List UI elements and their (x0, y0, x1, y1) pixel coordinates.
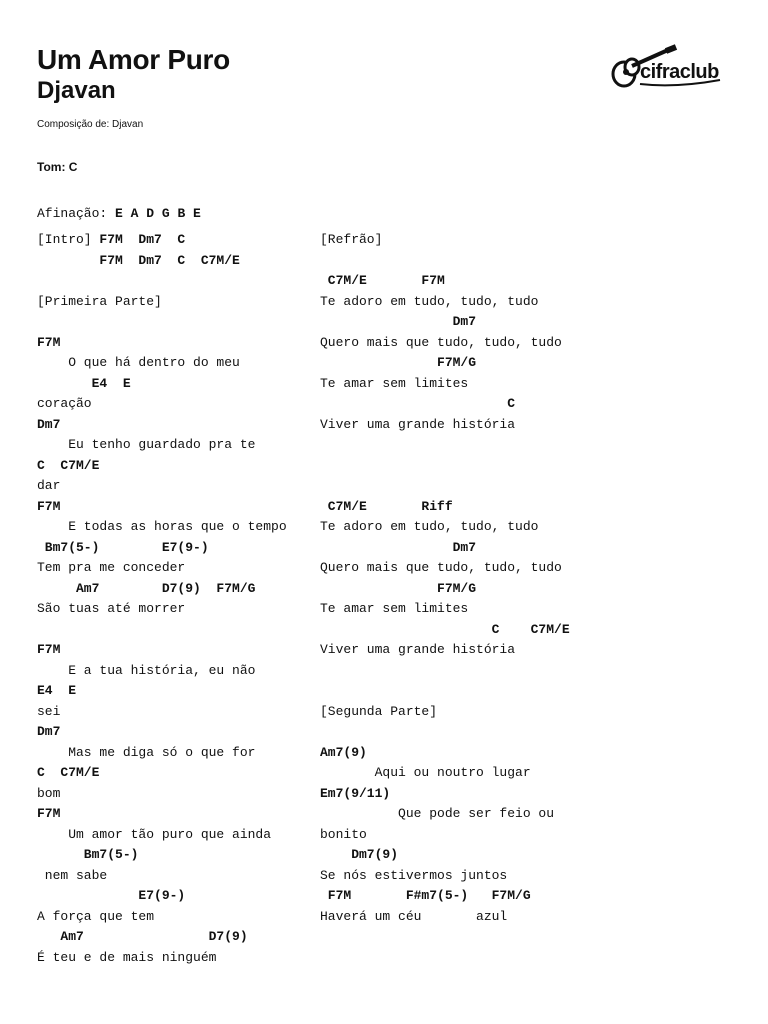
sheet-line (37, 333, 287, 354)
sheet-line (37, 476, 287, 497)
chord-text: Dm7 (37, 416, 61, 432)
tuning-label: Afinação: (37, 206, 108, 221)
sheet-line (37, 722, 287, 743)
sheet-line (37, 435, 287, 456)
chord-text: C C7M/E (37, 457, 100, 473)
chord-text: C7M/E Riff (320, 498, 453, 514)
sheet-line (320, 230, 570, 251)
chord-text: C C7M/E (37, 765, 100, 780)
sheet-line (37, 456, 287, 477)
lyric-text: Viver uma grande história (320, 642, 516, 657)
sheet-line (37, 230, 287, 251)
chord-text: Am7 D7(9) (37, 929, 248, 944)
song-title: Um Amor Puro (37, 44, 230, 75)
sheet-line (37, 886, 287, 907)
chord-text: F7M F#m7(5-) F7M/G (320, 888, 531, 903)
sheet-line (320, 251, 570, 272)
tuning-value: E A D G B E (115, 206, 201, 221)
section-label: [Intro] (37, 232, 100, 247)
sheet-line (320, 374, 570, 395)
sheet-line (37, 743, 287, 764)
lyric-text: Te amar sem limites (320, 601, 469, 616)
sheet-line (320, 333, 570, 354)
sheet-line (320, 825, 570, 846)
sheet-line (320, 681, 570, 702)
chord-text: E4 E (37, 375, 131, 391)
lyric-text: Viver uma grande história (320, 416, 516, 432)
sheet-line (320, 476, 570, 497)
sheet-line (320, 435, 570, 456)
lyric-text: Quero mais que tudo, tudo, tudo (320, 334, 562, 350)
lyric-text: E todas as horas que o tempo (37, 519, 287, 534)
lyric-text: É teu e de mais ninguém (37, 949, 217, 965)
sheet-line (37, 804, 287, 825)
chord-text: F7M (37, 806, 61, 821)
chord-text: C7M/E F7M (320, 273, 445, 288)
chord-text: C C7M/E (320, 621, 570, 637)
sheet-line (320, 558, 570, 579)
chord-text: Dm7(9) (320, 847, 399, 862)
sheet-line (320, 702, 570, 723)
lyric-text: A força que tem (37, 908, 155, 924)
lyric-text: bonito (320, 826, 367, 842)
lyric-text: São tuas até morrer (37, 601, 186, 616)
sheet-line (320, 292, 570, 313)
sheet-line (320, 907, 570, 928)
sheet-line (320, 538, 570, 559)
chord-sheet-column-2 (320, 230, 570, 927)
sheet-line (320, 722, 570, 743)
chord-text: Dm7 (37, 724, 61, 739)
tuning-line (37, 205, 201, 222)
sheet-line (320, 845, 570, 866)
lyric-text: Haverá um céu azul (320, 908, 508, 924)
sheet-line (37, 640, 287, 661)
sheet-line (37, 374, 287, 395)
sheet-line (37, 763, 287, 784)
key-info (37, 160, 77, 175)
lyric-text: Que pode ser feio ou (320, 806, 555, 821)
sheet-line (37, 948, 287, 969)
sheet-line (37, 558, 287, 579)
lyric-text: Eu tenho guardado pra te (37, 437, 256, 452)
sheet-line (37, 292, 287, 313)
lyric-text: dar (37, 478, 61, 493)
sheet-line (320, 886, 570, 907)
section-label: [Segunda Parte] (320, 703, 438, 719)
sheet-line (37, 271, 287, 292)
sheet-line (320, 271, 570, 292)
sheet-line (37, 866, 287, 887)
lyric-text: Tem pra me conceder (37, 560, 186, 575)
logo-text: cifraclub (640, 61, 719, 83)
sheet-line (37, 927, 287, 948)
lyric-text: coração (37, 396, 92, 411)
lyric-text: O que há dentro do meu (37, 355, 240, 370)
lyric-text: Se nós estivermos juntos (320, 867, 508, 883)
lyric-text: Te adoro em tudo, tudo, tudo (320, 293, 539, 309)
sheet-line (37, 620, 287, 641)
lyric-text: Te adoro em tudo, tudo, tudo (320, 519, 539, 534)
lyric-text: sei (37, 703, 61, 719)
chord-text: F7M Dm7 C C7M/E (37, 252, 240, 268)
chord-text: Em7(9/11) (320, 785, 391, 801)
sheet-line (37, 825, 287, 846)
sheet-line (37, 353, 287, 374)
lyric-text: bom (37, 785, 61, 801)
artist-name: Djavan (37, 77, 116, 104)
sheet-line (37, 415, 287, 436)
lyric-text: Te amar sem limites (320, 375, 469, 391)
sheet-line (37, 702, 287, 723)
sheet-line (320, 394, 570, 415)
sheet-line (320, 579, 570, 600)
chord-text: Dm7 (320, 539, 477, 555)
key-value: C (68, 160, 78, 174)
section-label: [Primeira Parte] (37, 293, 162, 309)
chord-text: F7M/G (320, 580, 477, 596)
chord-text: F7M (37, 498, 61, 514)
sheet-line (320, 640, 570, 661)
chord-text: E7(9-) (37, 888, 186, 903)
sheet-line (320, 866, 570, 887)
chord-text: Bm7(5-) E7(9-) (37, 539, 209, 555)
sheet-line (320, 620, 570, 641)
sheet-line (320, 415, 570, 436)
sheet-line (320, 661, 570, 682)
sheet-line (320, 456, 570, 477)
sheet-line (37, 538, 287, 559)
chord-text: C (320, 396, 516, 411)
chord-text: F7M Dm7 C (99, 232, 186, 247)
sheet-line (320, 599, 570, 620)
chord-text: Am7(9) (320, 744, 367, 760)
sheet-line (320, 353, 570, 374)
chord-text: E4 E (37, 683, 77, 698)
composer-credit: Composição de: Djavan (37, 119, 144, 130)
sheet-line (37, 497, 287, 518)
sheet-line (37, 661, 287, 682)
sheet-line (37, 312, 287, 333)
sheet-line (320, 763, 570, 784)
section-label: [Refrão] (320, 232, 383, 247)
chord-text: F7M (37, 642, 61, 657)
sheet-line (37, 579, 287, 600)
sheet-line (320, 743, 570, 764)
sheet-line (37, 907, 287, 928)
sheet-line (37, 845, 287, 866)
sheet-line (37, 599, 287, 620)
sheet-line (320, 312, 570, 333)
chord-text: F7M (37, 334, 61, 350)
lyric-text: Quero mais que tudo, tudo, tudo (320, 560, 562, 575)
sheet-line (37, 681, 287, 702)
sheet-line (37, 784, 287, 805)
lyric-text: Um amor tão puro que ainda (37, 826, 272, 842)
sheet-line (320, 804, 570, 825)
lyric-text: Mas me diga só o que for (37, 744, 256, 760)
chord-text: F7M/G (320, 355, 477, 370)
lyric-text: nem sabe (37, 867, 108, 883)
sheet-line (320, 517, 570, 538)
chord-text: Bm7(5-) (37, 847, 139, 862)
sheet-line (37, 517, 287, 538)
chord-text: Am7 D7(9) F7M/G (37, 580, 256, 596)
sheet-line (320, 497, 570, 518)
key-label: Tom: (37, 160, 66, 174)
chord-sheet-column-1 (37, 230, 287, 968)
lyric-text: Aqui ou noutro lugar (320, 765, 531, 780)
lyric-text: E a tua história, eu não (37, 662, 256, 678)
sheet-line (37, 394, 287, 415)
sheet-line (37, 251, 287, 272)
chord-text: Dm7 (320, 314, 477, 329)
sheet-line (320, 784, 570, 805)
